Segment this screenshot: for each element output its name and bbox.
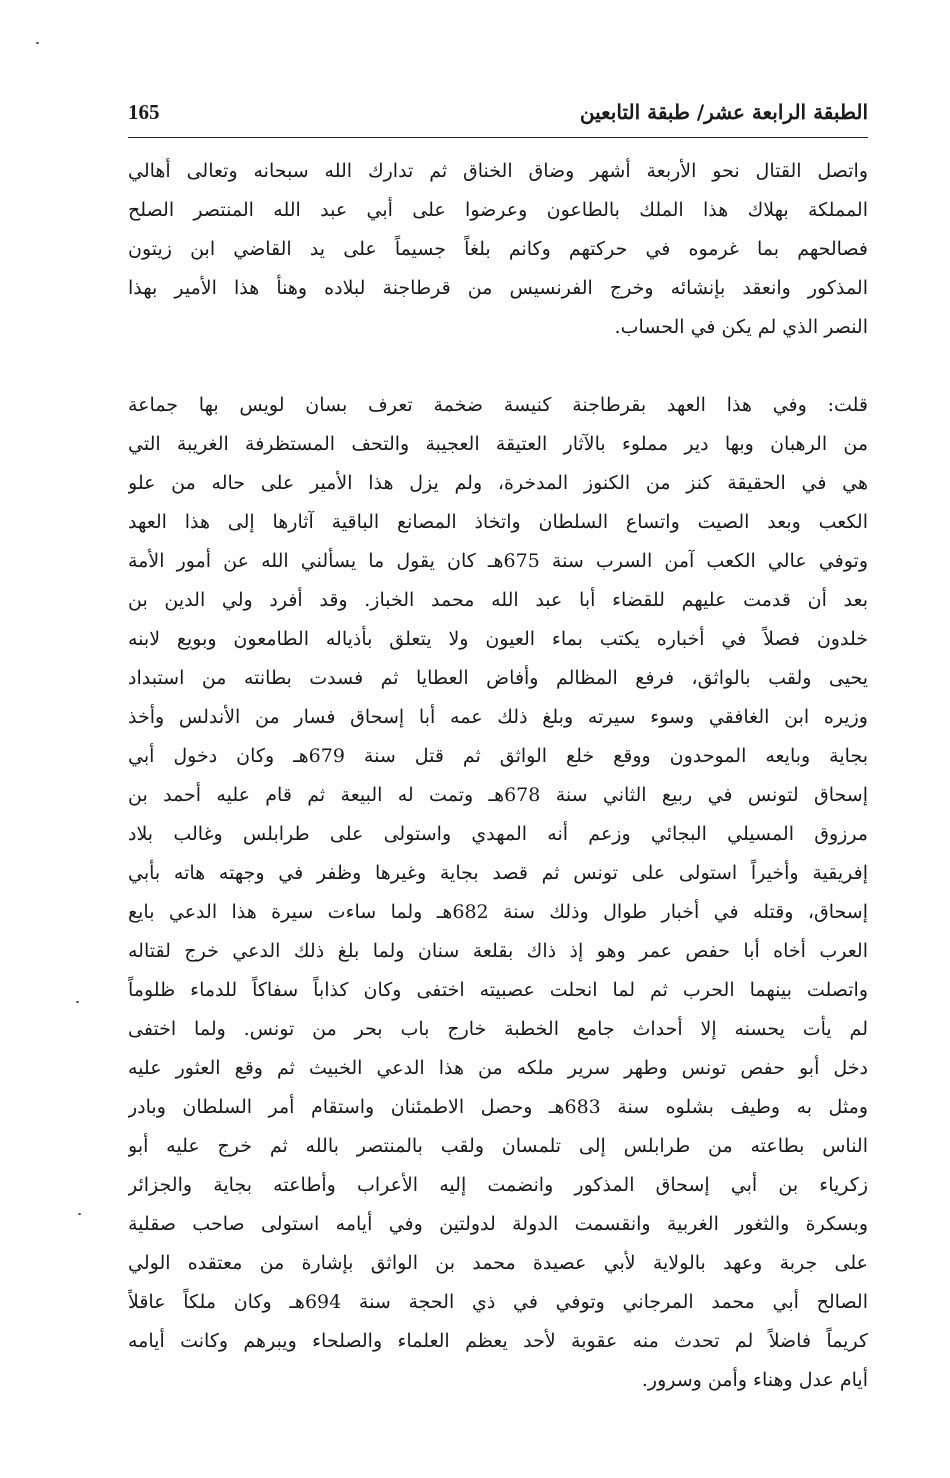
text-line: وتوفي عالي الكعب آمن السرب سنة 675هـ كان يقول ما يسألني الله عن أمور الأمة [128,550,868,572]
text-line: يحيى ولقب بالواثق، فرفع المظالم وأفاض العطايا ثم فسدت بطانته من استبداد [128,667,868,689]
text-line: من الرهبان وبها دير مملوء بالآثار العتيقة العجيبة والتحف المستظرفة الغريبة التي [128,433,868,455]
scan-speck [36,42,39,44]
text-line: الناس بطاعته من طرابلس إلى تلمسان ولقب بالمنتصر بالله ثم خرج عليه أبو [128,1135,868,1157]
text-line: إسحاق لتونس في ربيع الثاني سنة 678هـ وتمت له البيعة ثم قام عليه أحمد بن [128,784,868,806]
text-line: مرزوق المسيلي البجائي وزعم أنه المهدي واستولى على طرابلس وغالب بلاد [128,823,868,845]
text-line: على جربة وعهد بالولاية لأبي عصيدة محمد بن الواثق بإشارة من معتقده الولي [128,1252,868,1274]
page-number: 165 [128,100,160,124]
text-line: لم يأت يحسنه إلا أحداث جامع الخطبة خارج باب بحر من تونس. ولما اختفى [128,1018,868,1040]
text-line: واتصلت بينهما الحرب ثم لما انحلت عصبيته اختفى وكان كذاباً سفاكاً للدماء ظلوماً [128,979,868,1001]
text-line: الصالح أبي محمد المرجاني وتوفي في ذي الحجة سنة 694هـ وكان ملكاً عاقلاً [128,1291,868,1313]
text-line: المملكة بهلاك هذا الملك بالطاعون وعرضوا على أبي عبد الله المنتصر الصلح [128,199,868,221]
text-line: إسحاق، وقتله في أخبار طوال وذلك سنة 682هـ ولما ساءت سيرة هذا الدعي بايع [128,901,868,923]
text-line: النصر الذي لم يكن في الحساب. [614,316,868,338]
text-line: وبسكرة والثغور الغربية وانقسمت الدولة لدولتين وفي أيامه استولى صاحب صقلية [128,1213,868,1235]
paragraph [128,152,868,347]
scan-speck [76,1001,79,1003]
text-line: العرب أخاه أبا حفص عمر وهو إذ ذاك بقلعة سنان ولما بلغ ذلك الدعي خرج لقتاله [128,940,868,962]
text-line: الكعب وبعد الصيت واتساع السلطان واتخاذ المصانع الباقية آثارها إلى هذا العهد [128,511,868,533]
text-line: إفريقية وأخيراً استولى على تونس ثم قصد بجاية وغيرها وظفر في وجهته هاته بأبي [128,862,868,884]
paragraph-gap [128,347,868,386]
text-line: واتصل القتال نحو الأربعة أشهر وضاق الخناق ثم تدارك الله سبحانه وتعالى أهالي [128,160,868,182]
text-line: هي في الحقيقة كنز من الكنوز المدخرة، ولم يزل هذا الأمير على حاله من علو [128,472,868,494]
text-line: فصالحهم بما غرموه في حركتهم وكانم بلغاً جسيماً على يد القاضي ابن زيتون [128,238,868,260]
text-line: أيام عدل وهناء وأمن وسرور. [641,1369,868,1391]
scan-speck [78,1213,81,1215]
header-rule [128,137,868,138]
text-line: بعد أن قدمت عليهم للقضاء أبا عبد الله محمد الخباز. وقد أفرد ولي الدين بن [128,589,868,611]
text-line: وزيره ابن الغافقي وسوء سيرته وبلغ ذلك عمه أبا إسحاق فسار من الأندلس وأخذ [128,706,868,728]
text-line: كريماً فاضلاً لم تحدث منه عقوبة لأحد يعظم العلماء والصلحاء ويبرهم وكانت أيامه [128,1330,868,1352]
body-text [128,152,868,1400]
text-line: ومثل به وطيف بشلوه سنة 683هـ وحصل الاطمئنان واستقام أمر السلطان وبادر [128,1096,868,1118]
paragraph [128,386,868,1400]
text-line: المذكور وانعقد بإنشائه وخرج الفرنسيس من قرطاجنة لبلاده وهنأ هذا الأمير بهذا [128,277,868,299]
text-line: بجاية وبايعه الموحدون ووقع خلع الواثق ثم قتل سنة 679هـ وكان دخول أبي [128,745,868,767]
text-line: زكرياء بن أبي إسحاق المذكور وانضمت إليه الأعراب وأطاعته بجاية والجزائر [128,1174,868,1196]
text-line: خلدون فصلاً في أخباره يكتب بماء العيون ولا يتعلق بأذياله الطامعون وبويع لابنه [128,628,868,650]
text-line: قلت: وفي هذا العهد بقرطاجنة كنيسة ضخمة تعرف بسان لويس بها جماعة [128,394,868,416]
header-title: الطبقة الرابعة عشر/ طبقة التابعين [579,100,868,124]
text-line: دخل أبو حفص تونس وطهر سرير ملكه من هذا الدعي الخبيث ثم وقع العثور عليه [128,1057,868,1079]
running-header [128,98,868,138]
